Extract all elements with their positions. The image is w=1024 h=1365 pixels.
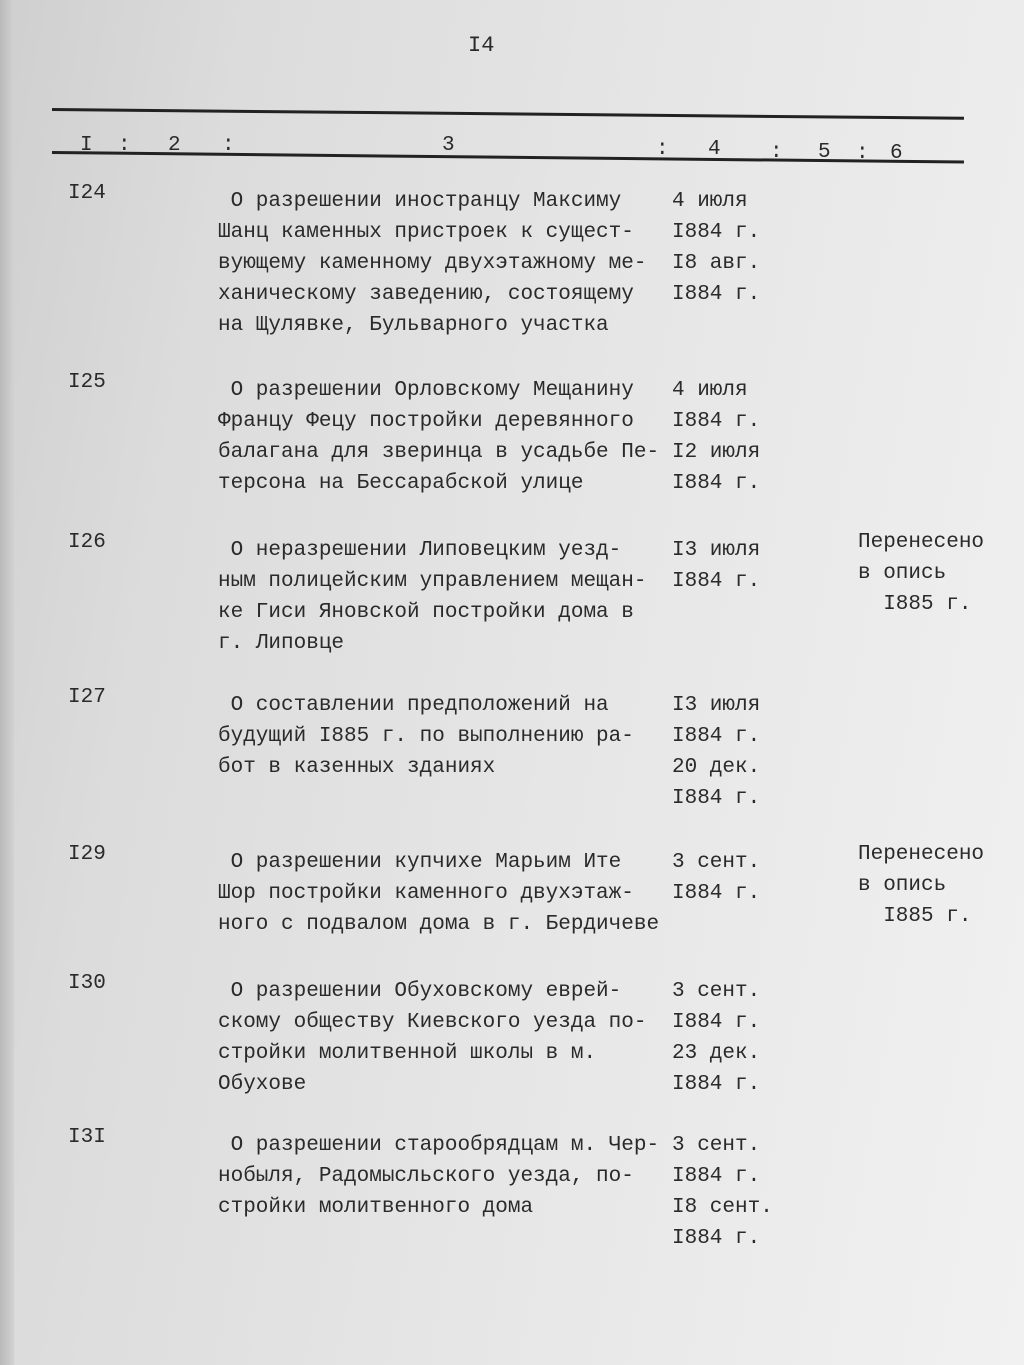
entry-note-line: в опись	[858, 874, 947, 897]
entry-description-line: Обухове	[218, 1073, 307, 1096]
entry-note-line: в опись	[858, 562, 947, 585]
col-header-2: 2	[168, 134, 181, 157]
entry-dates-line: 3 сент.	[672, 851, 761, 874]
entry-description-line: О разрешении Обуховскому еврей-	[218, 980, 622, 1003]
entry-dates-line: I884 г.	[672, 570, 761, 593]
entry-dates	[672, 690, 760, 814]
entry-dates-line: I884 г.	[672, 882, 761, 905]
entry-description-line: Францу Фецу постройки деревянного	[218, 410, 634, 433]
entry-description-line: ке Гиси Яновской постройки дома в	[218, 601, 634, 624]
entry-dates-line: 4 июля	[672, 190, 748, 213]
entry-description-line: О разрешении купчихе Марьим Ите	[218, 851, 622, 874]
entry-dates-line: 3 сент.	[672, 980, 761, 1003]
entry-description	[218, 847, 659, 940]
entry-dates-line: I884 г.	[672, 787, 761, 810]
entry-dates-line: I884 г.	[672, 1011, 761, 1034]
entry-number: I30	[68, 972, 106, 995]
entry-description-line: Шанц каменных пристроек к сущест-	[218, 221, 634, 244]
entry-dates-line: 4 июля	[672, 379, 748, 402]
col-sep: :	[656, 138, 669, 161]
entry-dates	[672, 847, 760, 909]
entry-dates-line: I8 авг.	[672, 252, 761, 275]
header-top-rule	[52, 108, 964, 120]
entry-dates-line: I884 г.	[672, 410, 761, 433]
entry-dates	[672, 186, 760, 310]
entry-dates	[672, 1130, 773, 1254]
entry-number: I3I	[68, 1126, 106, 1149]
col-header-5: 5	[818, 141, 831, 164]
entry-description-line: бот в казенных зданиях	[218, 756, 496, 779]
entry-dates-line: I884 г.	[672, 283, 761, 306]
entry-number: I26	[68, 531, 106, 554]
entry-description-line: г. Липовце	[218, 632, 345, 655]
page-number: I4	[468, 33, 495, 58]
entry-description-line: ного с подвалом дома в г. Бердичеве	[218, 913, 660, 936]
entry-description-line: стройки молитвенной школы в м.	[218, 1042, 597, 1065]
entry-description-line: О составлении предположений на	[218, 694, 609, 717]
col-header-1: I	[80, 134, 93, 157]
entry-note-line: I885 г.	[858, 593, 972, 616]
entry-description-line: ханическому заведению, состоящему	[218, 283, 634, 306]
entry-description-line: будущий I885 г. по выполнению ра-	[218, 725, 634, 748]
entry-description-line: О разрешении старообрядцам м. Чер-	[218, 1134, 660, 1157]
entry-number: I25	[68, 371, 106, 394]
entry-description-line: О неразрешении Липовецким уезд-	[218, 539, 622, 562]
entry-description	[218, 535, 646, 659]
entry-description-line: О разрешении иностранцу Максиму	[218, 190, 622, 213]
entry-dates-line: I884 г.	[672, 472, 761, 495]
col-sep: :	[770, 141, 783, 164]
col-header-3: 3	[442, 134, 455, 157]
entry-dates-line: I884 г.	[672, 725, 761, 748]
entry-dates-line: I884 г.	[672, 1165, 761, 1188]
entry-description-line: О разрешении Орловскому Мещанину	[218, 379, 634, 402]
entry-description-line: стройки молитвенного дома	[218, 1196, 534, 1219]
entry-dates-line: I3 июля	[672, 694, 761, 717]
entry-dates-line: 20 дек.	[672, 756, 761, 779]
entry-dates-line: 3 сент.	[672, 1134, 761, 1157]
col-sep: :	[856, 142, 869, 165]
entry-description-line: вующему каменному двухэтажному ме-	[218, 252, 647, 275]
entry-description	[218, 375, 659, 499]
entry-dates-line: I8 сент.	[672, 1196, 773, 1219]
entry-description-line: на Щулявке, Бульварного участка	[218, 314, 609, 337]
entry-description	[218, 186, 646, 341]
entry-dates-line: I884 г.	[672, 221, 761, 244]
entry-description-line: скому обществу Киевского уезда по-	[218, 1011, 647, 1034]
entry-number: I24	[68, 182, 106, 205]
entry-dates-line: I884 г.	[672, 1073, 761, 1096]
entry-note-line: Перенесено	[858, 843, 985, 866]
col-header-4: 4	[708, 138, 721, 161]
col-header-6: 6	[890, 142, 903, 165]
entry-note	[858, 527, 984, 620]
entry-description-line: балагана для зверинца в усадьбе Пе-	[218, 441, 660, 464]
entry-note-line: Перенесено	[858, 531, 985, 554]
entry-description-line: нобыля, Радомысльского уезда, по-	[218, 1165, 634, 1188]
entry-dates-line: I2 июля	[672, 441, 761, 464]
entry-dates-line: 23 дек.	[672, 1042, 761, 1065]
entry-dates	[672, 976, 760, 1100]
entry-note	[858, 839, 984, 932]
entry-dates-line: I884 г.	[672, 1227, 761, 1250]
entry-number: I27	[68, 686, 106, 709]
entry-description-line: терсона на Бессарабской улице	[218, 472, 584, 495]
entry-note-line: I885 г.	[858, 905, 972, 928]
entry-description	[218, 1130, 659, 1223]
entry-description-line: Шор постройки каменного двухэтаж-	[218, 882, 634, 905]
entry-description	[218, 976, 646, 1100]
entry-dates-line: I3 июля	[672, 539, 761, 562]
col-sep: :	[222, 134, 235, 157]
entry-dates	[672, 535, 760, 597]
entry-description-line: ным полицейским управлением мещан-	[218, 570, 647, 593]
entry-number: I29	[68, 843, 106, 866]
col-sep: :	[118, 134, 131, 157]
entry-dates	[672, 375, 760, 499]
page-edge-shadow	[0, 0, 14, 1365]
entry-description	[218, 690, 634, 783]
